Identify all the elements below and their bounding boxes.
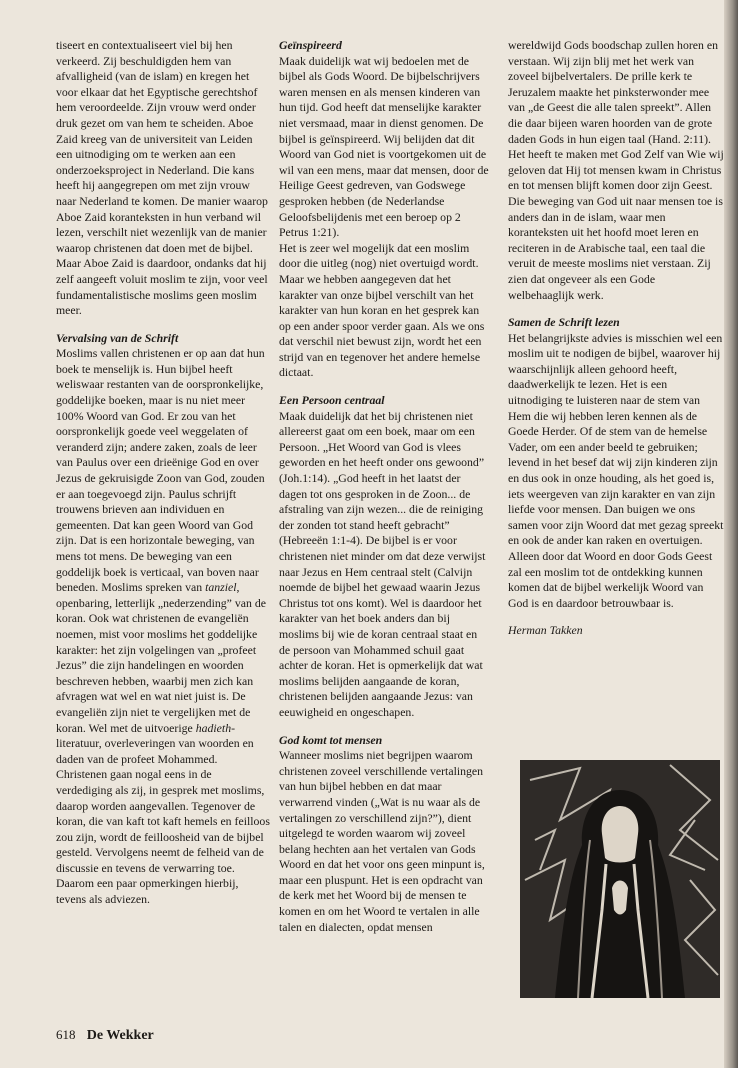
section-heading-geinspireerd: Geïnspireerd (279, 38, 342, 52)
paragraph: Maak duidelijk wat wij bedoelen met de bijbel als Gods Woord. De bijbelschrijvers waren mensen en als mensen kinderen van hun tijd. God heeft dat menselijke karakter niet versmaad, maar in dienst genomen. De bijbel is geïnspireerd. Wij belijden dat dit Woord van God niet is voortgekomen uit de wil van een mens, maar dat mensen, door de Heilige Geest gedreven, van Godswege gesproken hebben (de Nederlandse Geloofsbelijdenis met een beroep op 2 Petrus 1:21). (279, 53, 489, 240)
term-hadieth: hadieth (195, 720, 232, 735)
paragraph: Het belangrijkste advies is misschien wel een moslim uit te nodigen de bijbel, waarover hij waarschijnlijk alleen gehoord heeft, daadwerkelijk te lezen. Het is een uitnodiging te luisteren naar de stem van Hem die wij hebben leren kennen als de Goede Herder. Of de stem van de hemelse Vader, om een ander beeld te gebruiken; levend in het besef dat wij zijn kinderen zijn en dus ook in onze houding, als het goed is, iets weergeven van zijn karakter en van zijn liefde voor mensen. Dan buigen we ons samen voor zijn Woord dat met gezag spreekt en ook de ander kan raken en overtuigen. Alleen door dat Woord en door Gods Geest zal een moslim tot de ontdekking kunnen komen dat de bijbel werkelijk Woord van God is en daardoor betrouwbaar is. (508, 330, 724, 610)
column-2 (279, 38, 491, 935)
section-heading-god-komt: God komt tot mensen (279, 732, 383, 747)
author-signature: Herman Takken (508, 623, 583, 638)
column-3 (508, 38, 724, 639)
figure-with-draped-robe-illustration-icon (520, 760, 720, 998)
page-edge-shadow (724, 0, 738, 1068)
term-tanziel: tanziel (205, 580, 237, 595)
page-footer (56, 1027, 154, 1044)
paragraph: Moslims vallen christenen er op aan dat hun boek te menselijk is. Hun bijbel heeft weliswaar restanten van de oorspronkelijke, goddelijke boeken, maar is nu niet meer 100% Woord van God. Er zou van het oorspronkelijk goede veel weggelaten of veranderd zijn; andere zaken, zoals de leer van Paulus over een drieënige God en over Jezus de gekruisigde Zoon van God, zouden er aan toegevoegd zijn. Paulus schrijft trouwens brieven aan individuen en gemeenten. Dat kan geen Woord van God zijn. Dat is een horizontale beweging, van mens tot mens. De beweging van een goddelijk boek is verticaal, van boven naar beneden. Moslims spreken van tanziel, openbaring, letterlijk „nederzending” van de koran. Ook wat christenen de evangeliën noemen, mist voor moslims het goddelijke karakter: het zijn volgelingen van „profeet Jezus” die zijn handelingen en woorden beschreven hebben, waarbij men zich kan afvragen wat wel en wat niet juist is. De evangeliën zijn niet te vergelijken met de koran. Wel met de uitvoerige hadieth-literatuur, overleveringen van woorden en daden van de profeet Mohammed. (56, 346, 266, 766)
paragraph: Maak duidelijk dat het bij christenen niet allereerst gaat om een boek, maar om een Persoon. „Het Woord van God is vlees geworden en het heeft onder ons gewoond” (Joh.1:14). „God heeft in het laatst der dagen tot ons gesproken in de Zoon... de afstraling van zijn wezen... die de reiniging der zonden tot stand heeft gebracht” (Hebreeën 1:1-4). De bijbel is er voor christenen niet minder om dat deze verwijst naar Jezus en Hem centraal stelt (Calvijn noemde de bijbel het gewaad waarin Jezus Christus tot ons komt). Wel is daardoor het karakter van het boek anders dan bij moslims bij wie de koran centraal staat en de persoon van Mohammed schuil gaat achter de koran. Het is opmerkelijk dat wat moslims belijden aangaande de koran, christenen belijden aangaande Jezus: van eeuwigheid en ongeschapen. (279, 408, 486, 719)
paragraph: wereldwijd Gods boodschap zullen horen en verstaan. Wij zijn blij met het werk van zoveel bijbelvertalers. De prille kerk te Jeruzalem maakte het pinksterwonder mee van „de Geest die alle talen spreekt”. Allen die daar bijeen waren hoorden van de grote daden Gods in hun eigen taal (Hand. 2:11). Het heeft te maken met God Zelf van Wie wij geloven dat Hij tot mensen kwam in Christus en tot mensen blijft komen door zijn Geest. Die beweging van God uit naar mensen toe is anders dan in de islam, waar men koranteksten uit het hoofd moet leren en reciteren in de Arabische taal, een taal die veruit de meeste moslims niet verstaan. Zij zien dat ongeveer als een Gode welbehaaglijk werk. (508, 38, 724, 302)
section-heading-samen-lezen: Samen de Schrift lezen (508, 315, 620, 330)
page-number: 618 (56, 1027, 76, 1042)
column-1 (56, 38, 270, 908)
section-heading-vervalsing: Vervalsing van de Schrift (56, 330, 179, 345)
paragraph: Wanneer moslims niet begrijpen waarom christenen zoveel verschillende vertalingen van hun bijbel hebben en dat maar verwarrend vinden („Wat is nu waar als de vertalingen zo verschillend zijn?”), dient uitgelegd te worden waarom wij zoveel belang hechten aan het vertalen van Gods Woord en dat het voor ons geen minpunt is, maar een pluspunt. Het is een opdracht van de kerk met het Woord bij de mensen te komen en om het Woord te vertalen in alle talen en dialecten, opdat mensen (279, 748, 485, 934)
section-heading-persoon-centraal: Een Persoon centraal (279, 393, 385, 408)
paragraph: Het is zeer wel mogelijk dat een moslim door die uitleg (nog) niet overtuigd wordt. Maar we hebben aangegeven dat het karakter van onze bijbel verschilt van het karakter van hun koran en het gesprek kan op een ander spoor verder gaan. Als we ons dat verschil niet bewust zijn, wordt het een strijd van en tegenover het andere hemelse dictaat. (279, 240, 485, 380)
paragraph: Christenen gaan nogal eens in de verdediging als zij, in gesprek met moslims, daarop worden aangevallen. Tegenover de koran, die van kaft tot kaft hemels en feilloos zou zijn, wordt de feilloosheid van de bijbel gesteld. Vervolgens neemt de felheid van de discussie en tevens de verwarring toe. Daarom een paar opmerkingen hierbij, tevens als adviezen. (56, 767, 270, 907)
paragraph: tiseert en contextualiseert viel bij hen verkeerd. Zij beschuldigden hem van afvalligheid (van de islam) en kregen het voor elkaar dat het Egyptische gerechtshof hem veroordeelde. Zijn vrouw werd onder druk gezet om van hem te scheiden. Aboe Zaid kreeg van de universiteit van Leiden een uitnodiging om te werken aan een onderzoeksproject in Nederland. Die kans heeft hij aangegrepen om met zijn vrouw naar Nederland te komen. De manier waarop Aboe Zaid koranteksten in hun verband wil lezen, verschilt niet wezenlijk van de manier waarop christenen dat doen met de bijbel. Maar Aboe Zaid is daardoor, ondanks dat hij zelf aangeeft voluit moslim te zijn, voor veel fundamentalistische moslims geen moslim meer. (56, 38, 268, 318)
magazine-name: De Wekker (86, 1028, 154, 1043)
